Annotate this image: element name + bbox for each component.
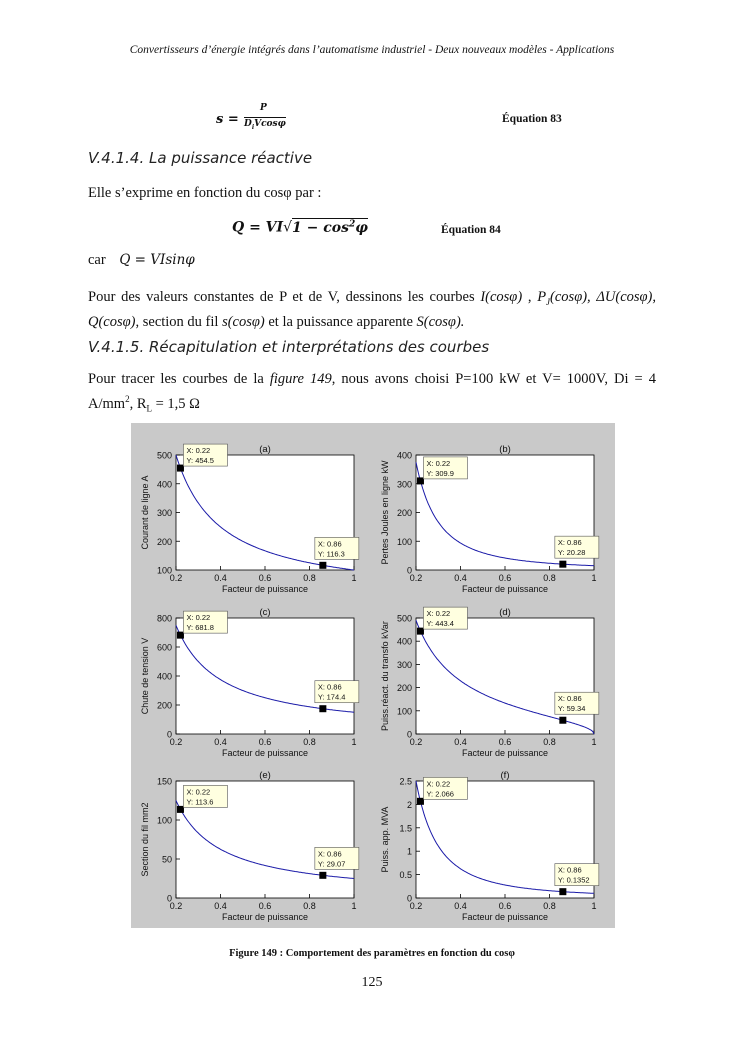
data-tip-marker [417,798,424,805]
eq83-den-d: D [244,119,252,129]
figure-caption: Figure 149 : Comportement des paramètres en fonction du cosφ [229,948,515,959]
data-tip-y: Y: 443.4 [426,619,454,629]
y-tick-label: 800 [156,613,172,624]
x-tick-label: 0.2 [409,573,423,583]
p1-g: Q(cosφ) [88,313,136,330]
data-tip-y: Y: 59.34 [557,704,586,714]
eq83-fraction-bar [244,117,286,118]
data-tip-marker [417,477,424,484]
x-tick-label: 0.6 [498,573,512,583]
x-tick-label: 0.6 [498,901,512,911]
p2-f: = 1,5 Ω [151,395,200,412]
data-tip-y: Y: 174.4 [317,692,346,702]
x-tick-label: 0.4 [214,737,227,747]
p1-f: ΔU(cosφ), [596,289,657,305]
equation-83-label: Équation 83 [502,113,562,125]
y-tick-label: 400 [156,479,172,490]
p1-b: I(cosφ) [480,289,523,305]
p2-d: A/mm [88,395,126,412]
y-tick-label: 500 [156,450,172,461]
y-tick-label: 1 [406,846,412,857]
y-tick-label: 100 [156,815,172,826]
data-tip-x: X: 0.22 [186,613,211,623]
p1-c: , [522,289,538,305]
y-tick-label: 2.5 [399,776,412,787]
y-axis-label: Puiss.réact. du transfo kVar [380,621,390,731]
data-tip-y: Y: 309.9 [426,468,454,478]
p1-i: s(cosφ) [222,313,265,330]
x-tick-label: 0.8 [303,901,316,911]
reactive-power-intro: Elle s’exprime en fonction du cosφ par : [88,185,322,201]
p1-d: P [537,289,547,305]
x-axis-label: Facteur de puissance [221,584,309,594]
p1-d-sub: J [546,296,551,307]
paragraph-parameters [88,369,656,419]
plot-title: (d) [499,607,511,618]
data-tip-y: Y: 20.28 [557,548,586,558]
eq84-radicand-text: 1 − cos [292,219,349,236]
y-tick-label: 400 [396,636,412,647]
x-tick-label: 1 [591,573,597,583]
x-tick-label: 0.2 [169,737,183,747]
data-tip-y: Y: 0.1352 [557,875,590,885]
data-tip-marker [177,806,184,813]
x-tick-label: 1 [351,573,357,583]
x-tick-label: 0.8 [303,737,316,747]
p1-j: et la puissance apparente [264,313,417,330]
p2-e: , R [129,395,147,412]
x-tick-label: 0.6 [498,737,512,747]
x-tick-label: 0.6 [258,901,272,911]
data-tip-marker [319,562,326,569]
eq84-exponent: 2 [348,219,356,229]
data-tip-marker [559,717,566,724]
y-tick-label: 50 [161,854,172,865]
p1-e: (cosφ), [550,289,597,305]
p1-a: Pour des valeurs constantes de P et de V, dessinons les courbes [88,289,481,305]
y-tick-label: 400 [156,671,172,682]
data-tip-y: Y: 681.8 [186,623,214,633]
x-tick-label: 0.2 [409,901,423,911]
car-word: car [88,252,106,268]
data-tip-marker [559,561,566,568]
figure-149-plots [131,423,615,928]
x-tick-label: 0.2 [409,737,423,747]
data-tip-y: Y: 454.5 [186,456,214,466]
data-tip-x: X: 0.22 [186,446,211,456]
x-tick-label: 0.4 [454,901,467,911]
p2-b: figure 149 [269,371,332,387]
data-tip-marker [177,632,184,639]
p1-k: S(cosφ). [416,313,465,330]
data-tip-marker [417,628,424,635]
eq84-phi: φ [355,219,368,236]
paragraph-curves [88,287,656,332]
y-tick-label: 300 [156,508,172,518]
y-tick-label: 0 [406,893,412,904]
y-tick-label: 0 [406,729,412,740]
p2-e-sub: L [146,403,152,414]
y-tick-label: 0 [166,893,172,904]
y-tick-label: 100 [156,565,172,576]
data-tip-x: X: 0.86 [317,682,342,692]
x-tick-label: 1 [351,901,357,911]
data-tip-x: X: 0.86 [557,865,582,875]
x-tick-label: 0.8 [543,901,556,911]
sqrt-icon: √ [283,219,293,236]
x-tick-label: 0.2 [169,573,183,583]
data-tip-x: X: 0.22 [426,609,451,619]
data-tip-x: X: 0.86 [557,538,582,548]
x-tick-label: 0.8 [303,573,316,583]
x-tick-label: 0.6 [258,573,272,583]
data-tip-x: X: 0.22 [186,787,211,797]
y-tick-label: 400 [396,450,412,461]
x-tick-label: 0.8 [543,737,556,747]
y-tick-label: 200 [396,683,412,694]
eq83-den-sub: i [251,123,255,131]
y-tick-label: 300 [396,479,412,490]
y-tick-label: 200 [156,536,172,547]
section-heading-reactive-power: V.4.1.4. La puissance réactive [88,149,313,167]
x-axis-label: Facteur de puissance [461,748,549,758]
p2-d-sup: 2 [125,394,130,404]
running-header: Convertisseurs d’énergie intégrés dans l’automatisme industriel - Deux nouveaux modèles - Applications [129,44,615,56]
y-tick-label: 100 [396,706,412,717]
y-axis-label: Chute de tension V [140,637,150,715]
y-tick-label: 500 [396,613,412,624]
data-tip-x: X: 0.22 [426,779,451,789]
x-tick-label: 1 [351,737,357,747]
y-tick-label: 300 [396,659,412,670]
eq83-lhs: s = [216,112,239,127]
data-tip-y: Y: 113.6 [186,797,214,807]
y-axis-label: Puiss. app. MVA [380,806,390,873]
x-tick-label: 0.4 [214,573,227,583]
y-tick-label: 0 [166,729,172,740]
y-tick-label: 100 [396,536,412,547]
y-tick-label: 0 [406,565,412,576]
data-tip-y: Y: 116.3 [317,549,345,559]
figure-149 [131,423,615,928]
x-tick-label: 0.8 [543,573,556,583]
p1-h: , section du fil [135,313,223,330]
data-tip-y: Y: 2.066 [426,789,454,799]
data-tip-y: Y: 29.07 [317,859,346,869]
eq83-denominator [244,119,286,131]
y-axis-label: Courant de ligne A [140,475,150,550]
section-heading-recap: V.4.1.5. Récapitulation et interprétations des courbes [88,338,490,356]
p2-c: , nous avons choisi P=100 kW et V= 1000V, Di = 4 [331,371,657,387]
y-tick-label: 200 [156,700,172,711]
plot-title: (f) [500,770,510,781]
x-axis-label: Facteur de puissance [221,748,309,758]
data-tip-marker [319,872,326,879]
x-axis-label: Facteur de puissance [221,912,309,922]
x-tick-label: 0.4 [454,573,467,583]
x-tick-label: 1 [591,901,597,911]
x-axis-label: Facteur de puissance [461,584,549,594]
data-tip-x: X: 0.86 [317,849,342,859]
plot-title: (c) [259,607,271,618]
eq84-radicand [292,218,368,236]
p2-a: Pour tracer les courbes de la [88,371,270,387]
plot-title: (a) [259,444,271,455]
car-line [88,250,195,270]
eq83-numerator: P [260,103,267,113]
y-tick-label: 600 [156,642,172,653]
y-tick-label: 200 [396,508,412,518]
y-tick-label: 150 [156,776,172,787]
data-tip-marker [559,888,566,895]
y-tick-label: 1.5 [399,823,412,834]
eq83-den-rest: Vcosφ [254,119,286,129]
y-axis-label: Pertes Joules en ligne kW [380,460,390,565]
data-tip-marker [177,465,184,472]
equation-83 [216,103,306,137]
data-tip-x: X: 0.22 [426,458,451,468]
plot-title: (b) [499,444,511,455]
plot-area [416,618,594,734]
x-tick-label: 0.2 [169,901,183,911]
y-tick-label: 2 [406,799,412,810]
data-tip-marker [319,705,326,712]
equation-84 [232,219,368,243]
x-tick-label: 0.6 [258,737,272,747]
equation-84-label: Équation 84 [441,224,501,236]
plot-title: (e) [259,770,271,781]
x-tick-label: 0.4 [454,737,467,747]
y-axis-label: Section du fil mm2 [140,802,150,877]
page-number: 125 [361,975,383,990]
data-tip-x: X: 0.86 [557,694,582,704]
car-expression: Q = VIsinφ [119,252,195,268]
plot-area [176,618,354,734]
data-tip-x: X: 0.86 [317,539,342,549]
x-tick-label: 0.4 [214,901,227,911]
eq84-lhs: Q = VI [232,219,284,236]
x-tick-label: 1 [591,737,597,747]
x-axis-label: Facteur de puissance [461,912,549,922]
y-tick-label: 0.5 [399,870,412,881]
